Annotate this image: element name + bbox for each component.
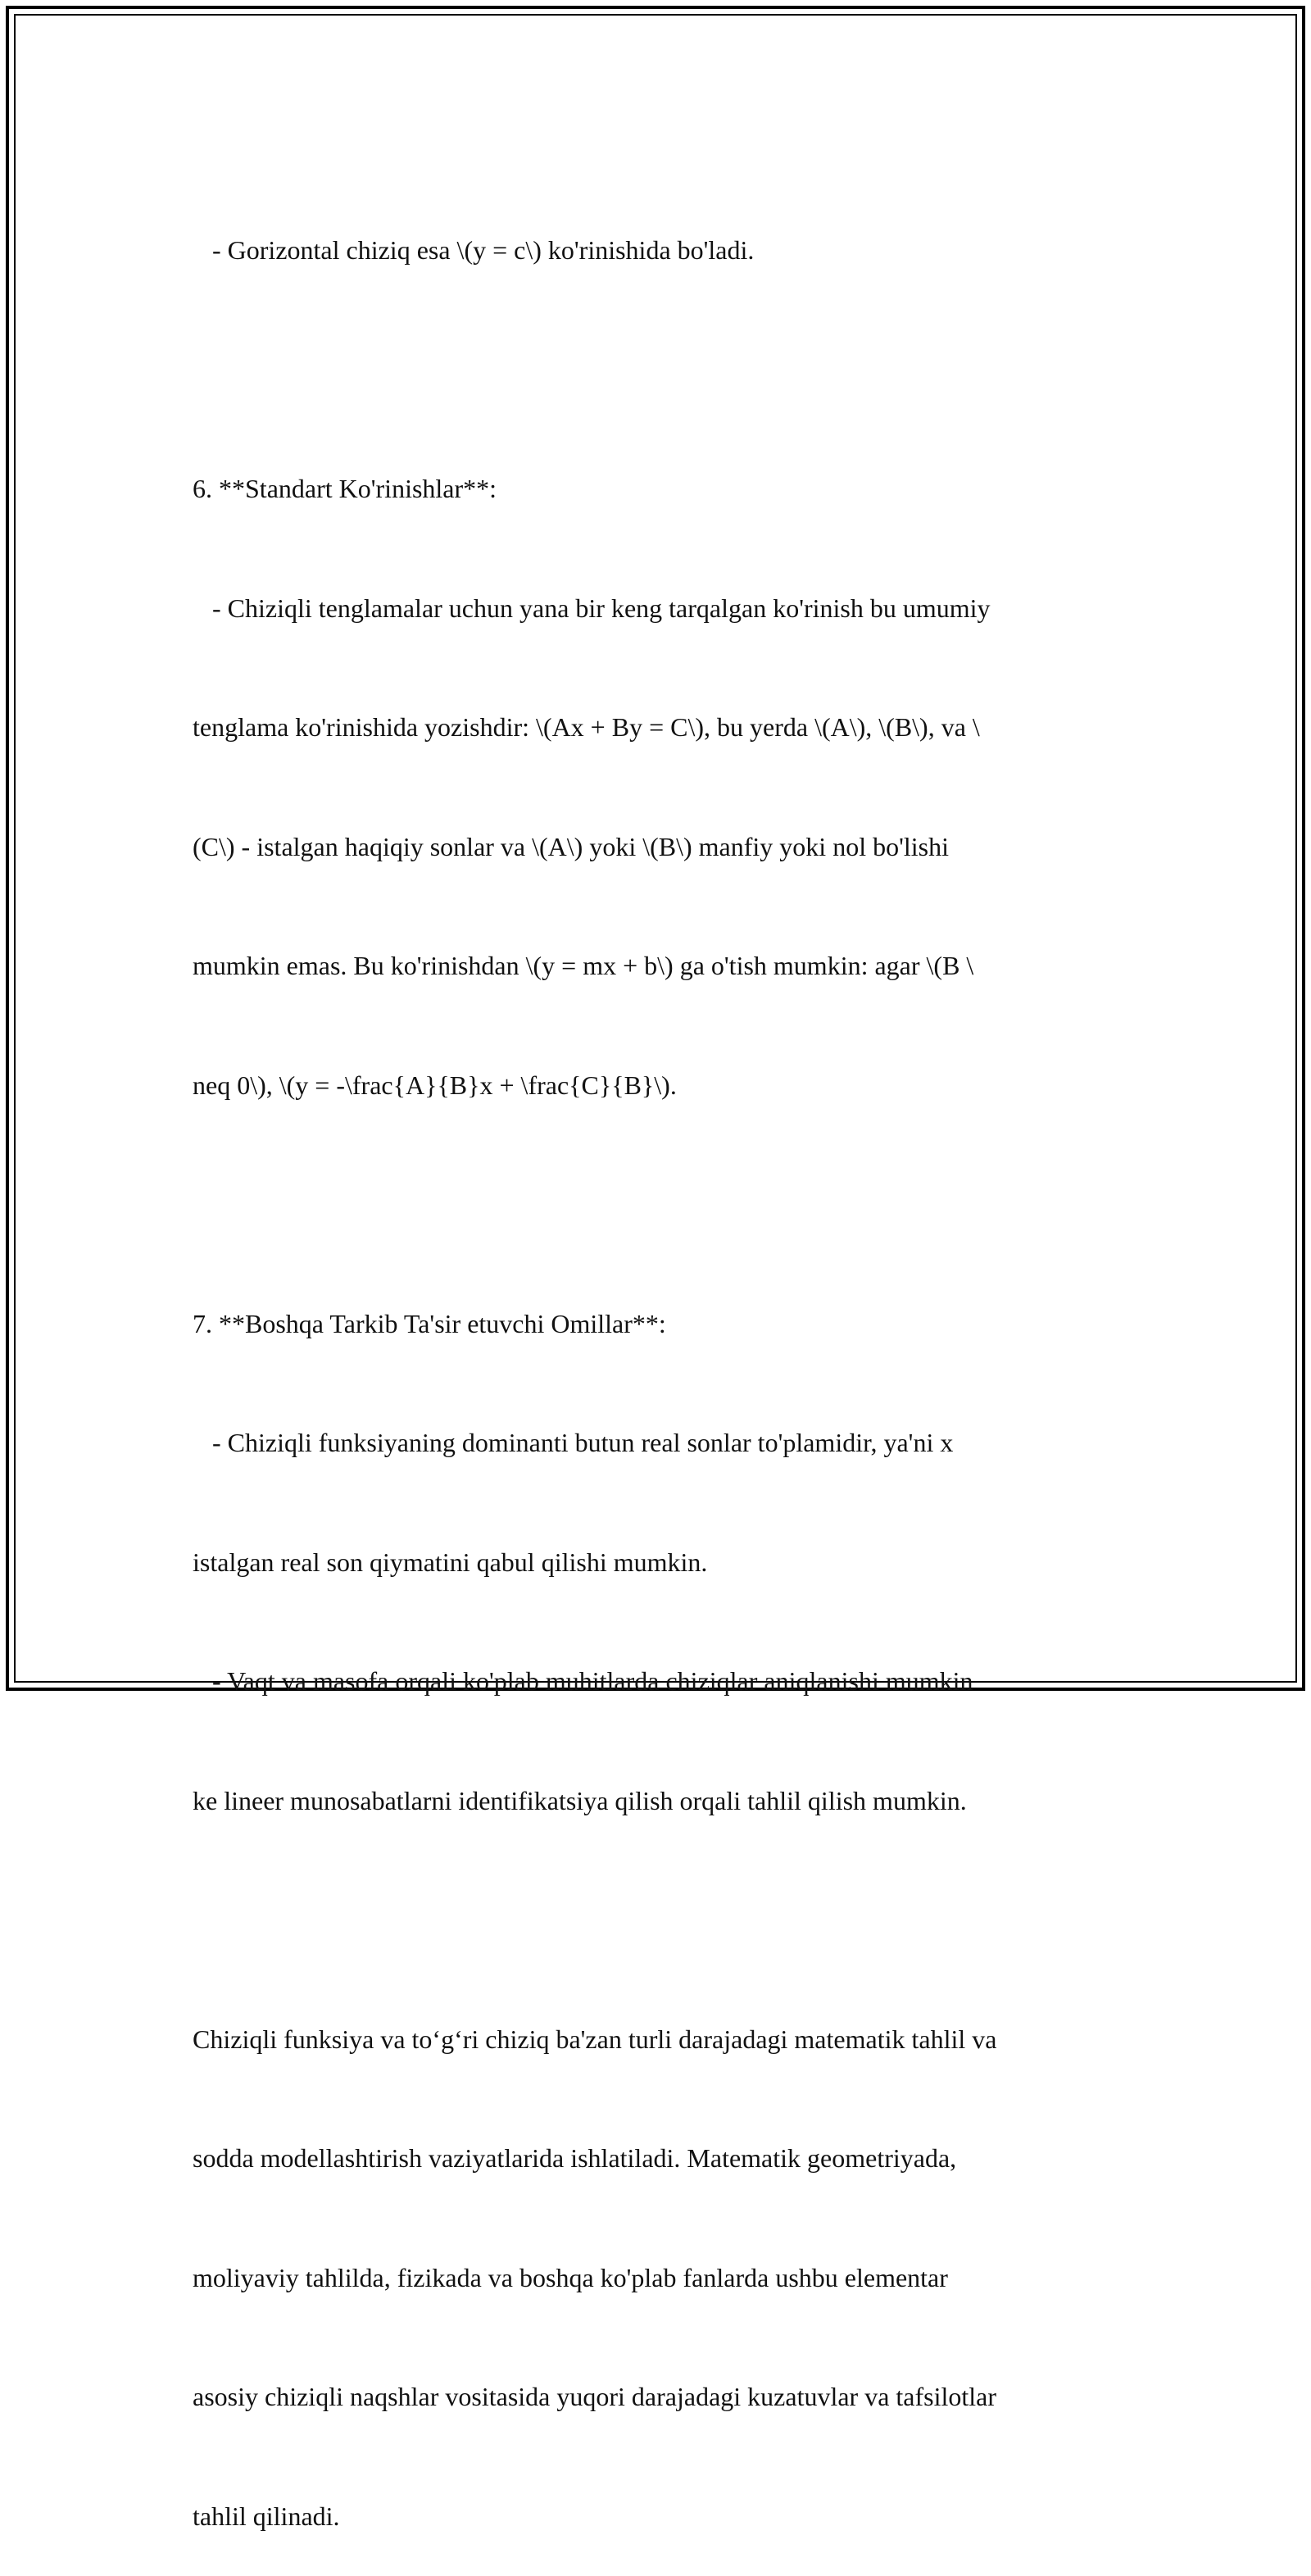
text-line: (C\) - istalgan haqiqiy sonlar va \(A\) yoki \(B\) manfiy yoki nol bo'lishi: [193, 831, 949, 861]
conclusion-paragraph-line: tahlil qilinadi.: [193, 2501, 340, 2531]
section-heading-omillar: 7. **Boshqa Tarkib Ta'sir etuvchi Omillar**:: [193, 1308, 666, 1338]
text-line: istalgan real son qiymatini qabul qilishi mumkin.: [193, 1547, 708, 1577]
section-heading-standart: 6. **Standart Ko'rinishlar**:: [193, 474, 497, 503]
text-line: - Chiziqli funksiyaning dominanti butun real sonlar to'plamidir, ya'ni x: [193, 1428, 954, 1457]
conclusion-paragraph-line: asosiy chiziqli naqshlar vositasida yuqori darajadagi kuzatuvlar va tafsilotlar: [193, 2382, 997, 2411]
text-line: - Vaqt va masofa orqali ko'plab muhitlarda chiziqlar aniqlanishi mumkin: [193, 1666, 973, 1696]
text-line: mumkin emas. Bu ko'rinishdan \(y = mx + b\) ga o'tish mumkin: agar \(B \: [193, 951, 974, 980]
conclusion-paragraph-line: Chiziqli funksiya va to‘g‘ri chiziq ba'zan turli darajadagi matematik tahlil va: [193, 2024, 997, 2054]
text-line: neq 0\), \(y = -\frac{A}{B}x + \frac{C}{B}\).: [193, 1070, 677, 1100]
blank-line: [193, 1900, 1118, 1940]
blank-line: [193, 350, 1118, 390]
text-line: - Chiziqli tenglamalar uchun yana bir keng tarqalgan ko'rinish bu umumiy: [193, 593, 991, 623]
conclusion-paragraph-line: moliyaviy tahlilda, fizikada va boshqa ko'plab fanlarda ushbu elementar: [193, 2262, 948, 2292]
document-body: [193, 151, 1118, 2576]
text-line: ke lineer munosabatlarni identifikatsiya qilish orqali tahlil qilish mumkin.: [193, 1785, 967, 1815]
text-line: - Gorizontal chiziq esa \(y = c\) ko'rinishida bo'ladi.: [193, 235, 755, 265]
text-line: tenglama ko'rinishida yozishdir: \(Ax + By = C\), bu yerda \(A\), \(B\), va \: [193, 712, 980, 742]
blank-line: [193, 1184, 1118, 1224]
conclusion-paragraph-line: sodda modellashtirish vaziyatlarida ishlatiladi. Matematik geometriyada,: [193, 2143, 957, 2173]
